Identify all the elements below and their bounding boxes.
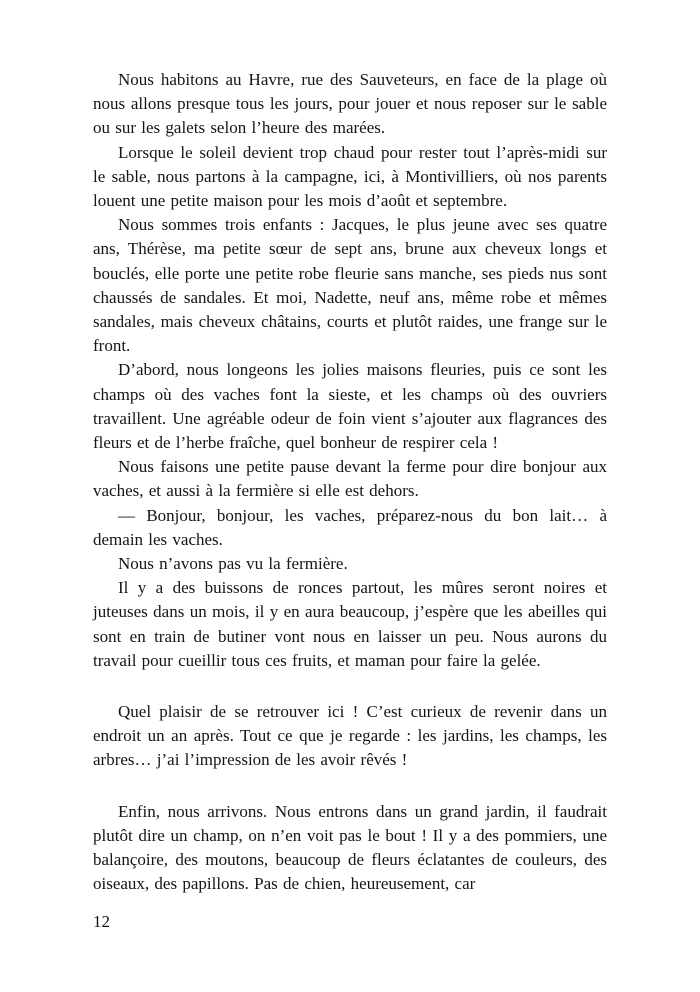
paragraph: Il y a des buissons de ronces partout, les mûres seront noires et juteuses dans un mois, il y en aura beaucoup, j’espère que les abeilles qui sont en train de butiner vont nous en laisser un peu. Nous aurons du travail pour cueillir tous ces fruits, et maman pour faire la gelée. bbox=[93, 578, 607, 670]
page-text-block bbox=[93, 68, 607, 934]
page-number: 12 bbox=[93, 911, 110, 931]
paragraph: Nous habitons au Havre, rue des Sauveteurs, en face de la plage où nous allons presque tous les jours, pour jouer et nous reposer sur le sable ou sur les galets selon l’heure des marées. bbox=[93, 70, 607, 138]
paragraph: Nous n’avons pas vu la fermière. bbox=[118, 554, 348, 574]
paragraph: Nous faisons une petite pause devant la ferme pour dire bonjour aux vaches, et aussi à la fermière si elle est dehors. bbox=[93, 457, 607, 501]
dialogue-paragraph: — Bonjour, bonjour, les vaches, préparez-nous du bon lait… à demain les vaches. bbox=[93, 505, 607, 549]
paragraph: D’abord, nous longeons les jolies maisons fleuries, puis ce sont les champs où des vaches font la sieste, et les champs où des ouvriers travaillent. Une agréable odeur de foin vient s’ajouter aux flagrances des fleurs et de l’herbe fraîche, quel bonheur de respirer cela ! bbox=[93, 360, 607, 453]
paragraph: Quel plaisir de se retrouver ici ! C’est curieux de revenir dans un endroit un an après. Tout ce que je regarde : les jardins, les champs, les arbres… j’ai l’impression de les avoir rêvés ! bbox=[93, 702, 607, 770]
paragraph: Enfin, nous arrivons. Nous entrons dans un grand jardin, il faudrait plutôt dire un champ, on n’en voit pas le bout ! Il y a des pommiers, une balançoire, des moutons, beaucoup de fleurs éclatantes de couleurs, des oiseaux, des papillons. Pas de chien, heureusement, car bbox=[93, 801, 607, 894]
paragraph: Nous sommes trois enfants : Jacques, le plus jeune avec ses quatre ans, Thérèse, ma petite sœur de sept ans, brune aux cheveux longs et bouclés, elle porte une petite robe fleurie sans manche, ses pieds nus sont chaussés de sandales. Et moi, Nadette, neuf ans, même robe et mêmes sandales, mais cheveux châtains, courts et plutôt raides, une frange sur le front. bbox=[93, 215, 607, 356]
paragraph: Lorsque le soleil devient trop chaud pour rester tout l’après-midi sur le sable, nous partons à la campagne, ici, à Montivilliers, où nos parents louent une petite maison pour les mois d’août et septembre. bbox=[93, 142, 607, 211]
